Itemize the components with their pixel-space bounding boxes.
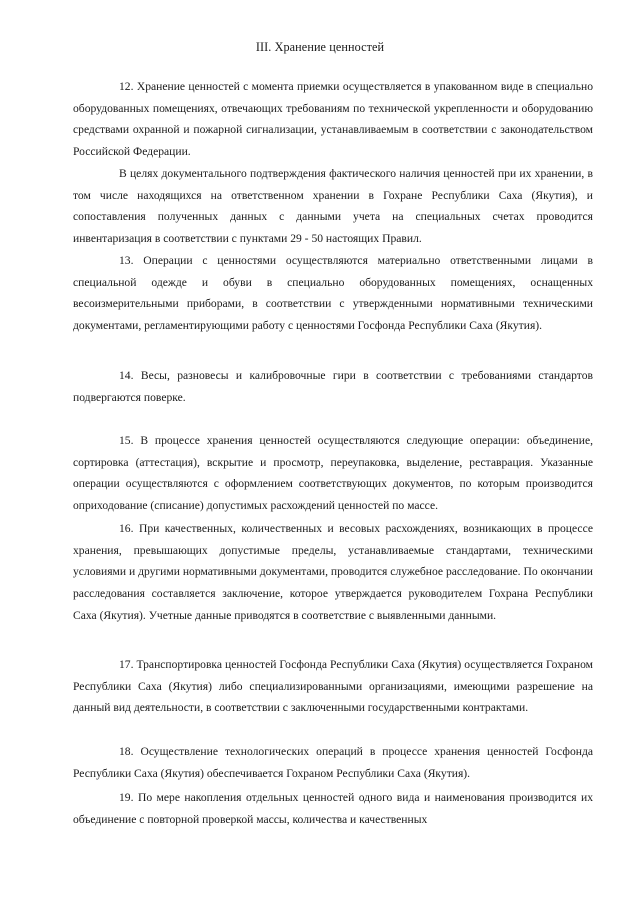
paragraph-17: 17. Транспортировка ценностей Госфонда Республики Саха (Якутия) осуществляется Гохраном Республики Саха (Якутия) либо специализированными организациями, имеющими разрешение на данный вид деятельности, в соответствии с заключенными государственными контрактами. <box>73 658 593 715</box>
section-title: III. Хранение ценностей <box>255 40 385 54</box>
paragraph-19: 19. По мере накопления отдельных ценностей одного вида и наименования производится их объединение с повторной проверкой массы, количества и качественных <box>73 791 593 826</box>
paragraph-15: 15. В процессе хранения ценностей осуществляются следующие операции: объединение, сортировка (аттестация), вскрытие и просмотр, переупаковка, выделение, реставрация. Указанные операции осуществляются с оформлением соответствующих документов, по которым производится оприходование (списание) допустимых расхождений ценностей по массе. <box>73 434 593 513</box>
paragraph-12: 12. Хранение ценностей с момента приемки осуществляется в упакованном виде в специально оборудованных помещениях, отвечающих требованиям по технической укрепленности и оборудованию средствами охранной и пожарной сигнализации, устанавливаемым в соответствии с законодательством Российской Федерации. <box>73 80 593 159</box>
paragraph-13: 13. Операции с ценностями осуществляются материально ответственными лицами в специальной одежде и обуви в специально оборудованных помещениях, оснащенных весоизмерительными приборами, в соответствии с утвержденными нормативными техническими документами, регламентирующими работу с ценностями Госфонда Республики Саха (Якутия). <box>73 254 593 333</box>
paragraph-16: 16. При качественных, количественных и весовых расхождениях, возникающих в процессе хранения, превышающих допустимые пределы, устанавливаемые стандартами, техническими условиями и другими нормативными документами, проводится служебное расследование. По окончании расследования составляется заключение, которое утверждается руководителем Гохрана Республики Саха (Якутия). Учетные данные приводятся в соответствие с выявленными данными. <box>73 522 593 622</box>
paragraph-14: 14. Весы, разновесы и калибровочные гири в соответствии с требованиями стандартов подвергаются поверке. <box>73 369 593 404</box>
paragraph-18: 18. Осуществление технологических операций в процессе хранения ценностей Госфонда Республики Саха (Якутия) обеспечивается Гохраном Республики Саха (Якутия). <box>73 745 593 780</box>
paragraph-12-inventory: В целях документального подтверждения фактического наличия ценностей при их хранении, в том числе находящихся на ответственном хранении в Гохране Республики Саха (Якутия), и сопоставления полученных данных с данными учета на специальных счетах проводится инвентаризация в соответствии с пунктами 29 - 50 настоящих Правил. <box>73 167 593 246</box>
